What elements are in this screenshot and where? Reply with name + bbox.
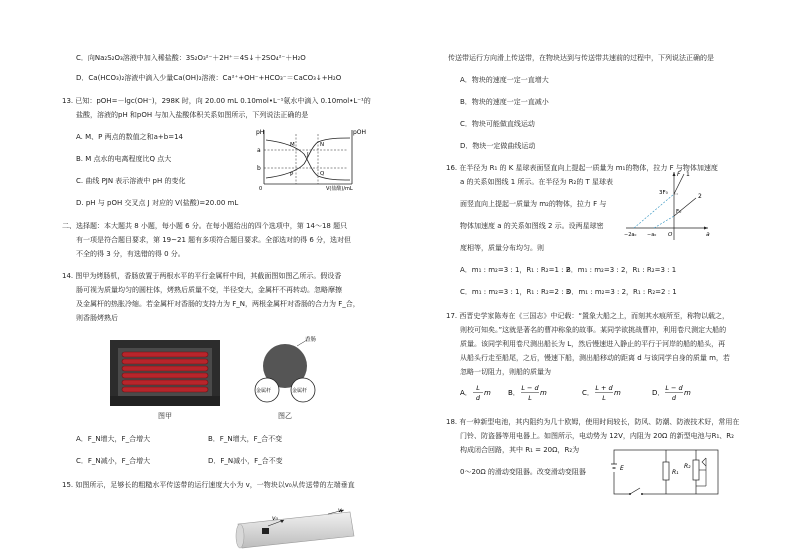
q12-option-d: D．Ca(HCO₃)₂溶液中滴入少量Ca(OH)₂溶液：Ca²⁺+OH⁻+HCO₃⁻＝CaCO₃↓+H₂O (76, 74, 342, 82)
q12-option-c: C．向Na₂S₂O₃溶液中加入稀盐酸：3S₂O₃²⁻＋2H⁺＝4S↓＋2SO₄²⁻＋H₂O (76, 54, 306, 62)
graph-x-label: V(盐酸)/mL (326, 186, 353, 192)
curve-ph (266, 140, 350, 180)
q16-option-c: C．m₁ : m₂=3 : 1，R₁ : R₂=2 : 3 (460, 288, 571, 296)
q13-option-c: C. 曲线 PJN 表示溶液中 pH 的变化 (76, 177, 186, 185)
q16-stem-line1: 16. 在半径为 R₁ 的 K 星球表面竖直向上提起一质量为 m₁的物体，拉力 F 与物体加速度 (446, 164, 718, 172)
graph-point-n: N (320, 142, 325, 148)
q16-option-b: B．m₁ : m₂=3 : 2，R₁ : R₂=3 : 1 (566, 266, 677, 274)
q17-stem-line4: 从船头行走至船尾，之后，慢速下船，测出船移动的距离 d 与该同学自身的质量 m，若 (460, 354, 730, 362)
q13-option-b: B. M 点水的电离程度比Q 点大 (76, 155, 172, 163)
q17-b-num: L − d (521, 384, 539, 392)
label-v: v (338, 507, 342, 514)
q17-d-label: D． (652, 389, 665, 397)
fig-a-caption: 图甲 (158, 412, 172, 420)
q16-stem-line3: 面竖直向上提起一质量为 m₂的物体，拉力 F 与 (460, 200, 607, 208)
label-v0: v₀ (272, 515, 278, 522)
q16-stem-line2: a 的关系如图线 1 所示。在半径为 R₂的 T 星球表 (460, 178, 614, 186)
f-axis-label: F (677, 171, 681, 178)
q18-stem-line1: 18. 有一种新型电池，其内阻约为几十欧姆，使用时间较长，防风、防潮、防液技术好，常用在 (446, 418, 740, 426)
q17-a-tail: m (484, 389, 491, 397)
q13-option-a: A. M、P 两点的数值之和a+b=14 (76, 133, 183, 141)
q15-option-a: A．物块的速度一定一直增大 (460, 76, 549, 84)
q18-stem-line2: 门铃、防盗器等用电器上。如图所示，电动势为 12V，内阻为 20Ω 的新型电池与R₁、R₂ (460, 432, 734, 440)
q14-option-d: D．F_N减小，F_合不变 (208, 457, 283, 465)
cross-section-diagram (245, 336, 331, 410)
circuit-diagram (610, 446, 728, 498)
q13-option-d: D. pH 与 pOH 交叉点 J 对应的 V(盐酸)=20.00 mL (76, 199, 239, 207)
graph-ph-label: pH (256, 129, 265, 136)
ph-poh-graph (252, 124, 367, 192)
q15-option-d: D．物块一定做曲线运动 (460, 142, 536, 150)
q16-stem-line5: 度相等，质量分布均匀。则 (460, 244, 544, 252)
q17-d-den: d (671, 394, 677, 402)
label-E: E (620, 465, 624, 472)
q16-option-a: A．m₁ : m₂=3 : 1，R₁ : R₂=1 : 2 (460, 266, 571, 274)
label-R1: R₁ (672, 469, 679, 476)
q15-stem-line1: 15. 如图所示，足够长的粗糙水平传送带的运行速度大小为 v，一物块以v₀从传送带的左端垂直 (62, 481, 355, 489)
line-1-label: 1 (686, 171, 690, 178)
label-rod-left: 金属杆 (256, 388, 272, 394)
tick-nega0: −a₀ (647, 232, 657, 238)
conveyor-belt-diagram (232, 506, 360, 550)
q17-a-num: L (476, 384, 480, 392)
q17-stem-line1: 17. 西晋史学家陈寿在《三国志》中记载：“置象大船之上，而刻其水痕所至，称物以载之， (446, 312, 729, 320)
force-acceleration-graph (622, 168, 712, 244)
q17-b-label: B． (508, 389, 520, 397)
graph-origin-label: 0 (259, 186, 263, 192)
a-axis-label: a (706, 231, 710, 238)
q14-stem-line4: 则香肠烤熟后 (76, 314, 118, 322)
graph-b-label: b (257, 165, 261, 172)
origin-label: O (668, 232, 673, 238)
q16-stem-line4: 物体加速度 a 的关系如图线 2 示。设两星球密 (460, 222, 604, 230)
line-2-label: 2 (698, 193, 702, 200)
section2-line2: 有一项是符合题目要求，第 19~21 题有多项符合题目要求。全部选对的得 6 分，选对但 (76, 236, 352, 244)
tick-f0: F₀ (676, 209, 682, 215)
q14-stem-line2: 肠可视为质量均匀的圆柱体，烤熟后质量不变，半径变大，金属杆不再转动。忽略摩擦 (76, 286, 342, 294)
q15-stem-cont: 传送带运行方向滑上传送带，在物块达到与传送带共速前的过程中，下列说法正确的是 (448, 54, 714, 62)
graph-point-m: M (290, 142, 295, 148)
q18-stem-line3: 构成闭合回路，其中 R₁ = 20Ω，R₂为 (460, 446, 580, 454)
q14-option-c: C．F_N减小，F_合增大 (76, 457, 151, 465)
resistor-r2 (693, 460, 699, 480)
label-R2: R₂ (684, 463, 691, 470)
q17-stem-line3: 质量。该同学利用卷尺测出船长为 L，然后慢速进入静止的平行于河岸的船的船头，再 (460, 340, 726, 348)
q17-options (458, 380, 708, 406)
q17-stem-line2: 则校可知矣。”这就是著名的曹冲称象的故事。某同学欲挑战曹冲，利用卷尺测定大船的 (460, 326, 727, 334)
q17-b-den: L (528, 394, 532, 402)
q15-option-c: C．物块可能做直线运动 (460, 120, 535, 128)
label-sausage: 香肠 (305, 337, 317, 343)
q14-option-a: A．F_N增大，F_合增大 (76, 435, 151, 443)
q14-stem-line1: 14. 图甲为烤肠机，香肠放置于两根水平的平行金属杆中间，其截面图如图乙所示。假设香 (62, 272, 342, 280)
q17-b-tail: m (540, 389, 547, 397)
section2-line1: 二、选择题：本大题共 8 小题，每小题 6 分。在每小题给出的四个选项中，第 14～18 题只 (62, 222, 348, 230)
sausage-grill-photo (110, 340, 220, 406)
q18-stem-line4: 0～20Ω 的滑动变阻器。改变滑动变阻器 (460, 468, 586, 476)
tick-3f0: 3F₀ (659, 190, 668, 196)
fig-b-caption: 图乙 (278, 412, 292, 420)
graph-point-q: Q (320, 171, 325, 177)
label-rod-right: 金属杆 (292, 388, 308, 394)
q17-stem-line5: 忽略一切阻力，则船的质量为 (460, 368, 551, 376)
q17-a-label: A． (460, 389, 472, 397)
tick-neg2a0: −2a₀ (624, 232, 637, 238)
q17-d-num: L − d (665, 384, 683, 392)
curve-poh (266, 138, 350, 178)
q17-a-den: d (475, 394, 481, 402)
q17-c-label: C． (582, 389, 594, 397)
q13-stem-line2: 盐酸，溶液的pH 和pOH 与加入盐酸体积关系如图所示，下列说法正确的是 (76, 111, 309, 119)
q17-c-den: L (602, 394, 606, 402)
q15-option-b: B．物块的速度一定一直减小 (460, 98, 549, 106)
q17-c-tail: m (614, 389, 621, 397)
q16-option-d: D．m₁ : m₂=3 : 2，R₁ : R₂=2 : 1 (566, 288, 677, 296)
graph-a-label: a (257, 147, 261, 154)
block-shape (262, 528, 269, 534)
graph-poh-label: pOH (353, 129, 367, 136)
graph-point-p: P (290, 172, 294, 178)
q14-option-b: B．F_N增大，F_合不变 (208, 435, 283, 443)
q17-d-tail: m (684, 389, 691, 397)
q17-c-num: L + d (595, 384, 613, 392)
sausage-grill-image (110, 340, 220, 406)
q14-stem-line3: 及金属杆的热胀冷缩。若金属杆对香肠的支持力为 F_N，两根金属杆对香肠的合力为 F_合， (76, 300, 360, 308)
resistor-r1 (663, 462, 669, 480)
graph-point-j: J (307, 152, 309, 158)
q13-stem-line1: 13. 已知：pOH=－lgc(OH⁻)，298K 时，向 20.00 mL 0.10mol•L⁻¹氨水中滴入 0.10mol•L⁻¹的 (62, 97, 371, 105)
section2-line3: 不全的得 3 分，有选错的得 0 分。 (76, 250, 185, 258)
